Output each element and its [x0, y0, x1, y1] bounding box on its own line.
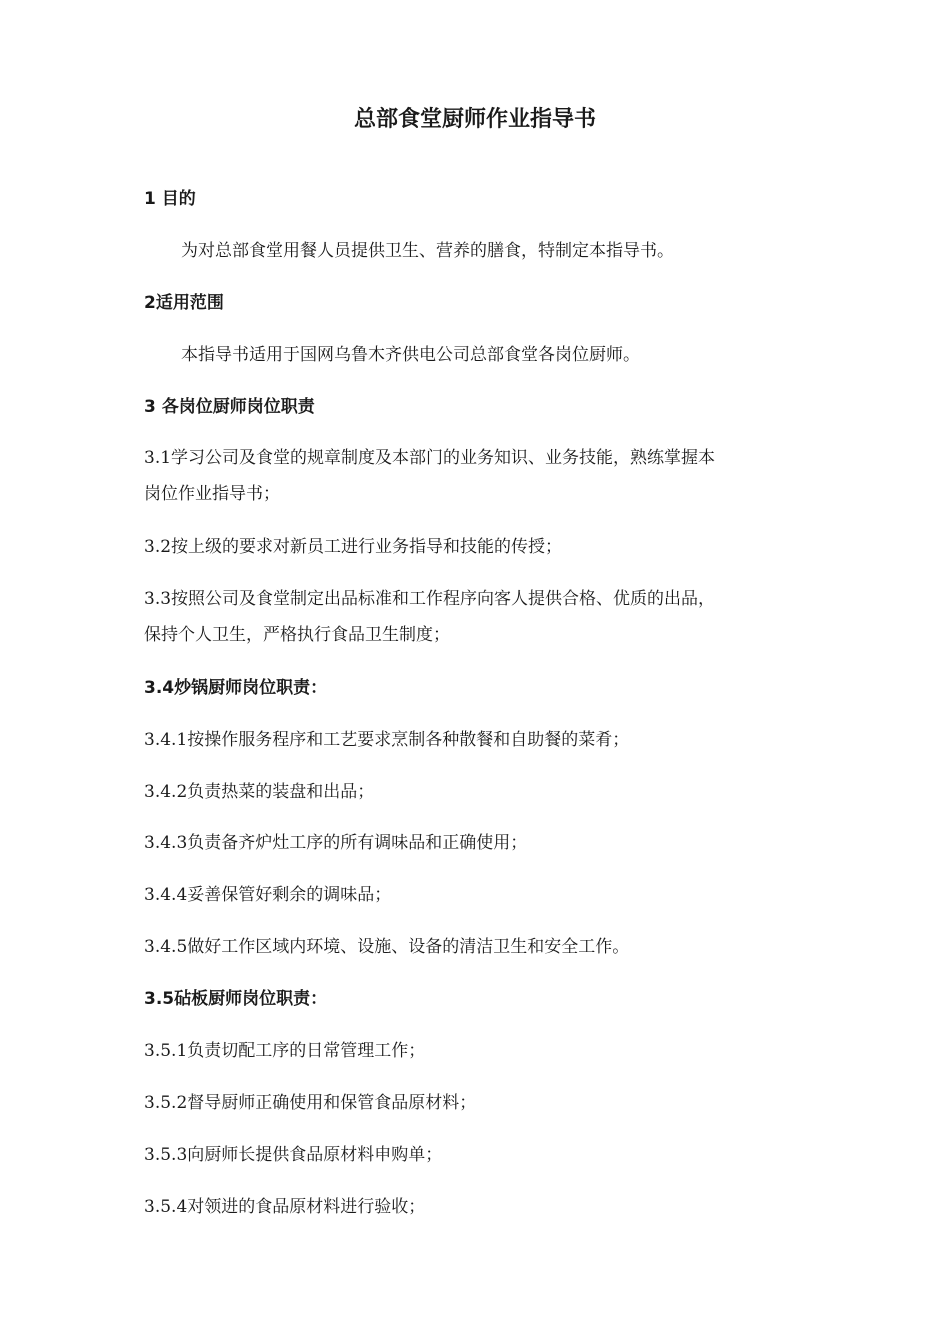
- item-3-3-line-1: 3.3按照公司及食堂制定出品标准和工作程序向客人提供合格、优质的出品，: [144, 589, 716, 609]
- section-1-heading: 1 目的: [144, 189, 196, 209]
- section-3-4-heading: 3.4炒锅厨师岗位职责：: [144, 678, 328, 698]
- item-3-5-1: 3.5.1负责切配工序的日常管理工作；: [144, 1041, 426, 1061]
- item-3-4-2: 3.4.2负责热菜的装盘和出品；: [144, 782, 375, 802]
- item-3-4-3: 3.4.3负责备齐炉灶工序的所有调味品和正确使用；: [144, 833, 528, 853]
- section-3-heading: 3 各岗位厨师岗位职责: [144, 397, 315, 417]
- section-2-text: 本指导书适用于国网乌鲁木齐供电公司总部食堂各岗位厨师。: [181, 345, 640, 365]
- item-3-2: 3.2按上级的要求对新员工进行业务指导和技能的传授；: [144, 537, 563, 557]
- item-3-4-5: 3.4.5做好工作区域内环境、设施、设备的清洁卫生和安全工作。: [144, 937, 630, 957]
- item-3-3-line-2: 保持个人卫生，严格执行食品卫生制度；: [144, 625, 450, 645]
- item-3-5-3: 3.5.3向厨师长提供食品原材料申购单；: [144, 1145, 443, 1165]
- item-3-1-line-2: 岗位作业指导书；: [144, 484, 280, 504]
- item-3-5-4: 3.5.4对领进的食品原材料进行验收；: [144, 1197, 426, 1217]
- section-1-text: 为对总部食堂用餐人员提供卫生、营养的膳食，特制定本指导书。: [181, 241, 674, 261]
- item-3-4-1: 3.4.1按操作服务程序和工艺要求烹制各种散餐和自助餐的菜肴；: [144, 730, 630, 750]
- section-2-heading: 2适用范围: [144, 293, 224, 313]
- item-3-1-line-1: 3.1学习公司及食堂的规章制度及本部门的业务知识、业务技能，熟练掌握本: [144, 448, 716, 468]
- item-3-4-4: 3.4.4妥善保管好剩余的调味品；: [144, 885, 392, 905]
- item-3-5-2: 3.5.2督导厨师正确使用和保管食品原材料；: [144, 1093, 477, 1113]
- document-title: 总部食堂厨师作业指导书: [353, 107, 596, 132]
- section-3-5-heading: 3.5砧板厨师岗位职责：: [144, 989, 328, 1009]
